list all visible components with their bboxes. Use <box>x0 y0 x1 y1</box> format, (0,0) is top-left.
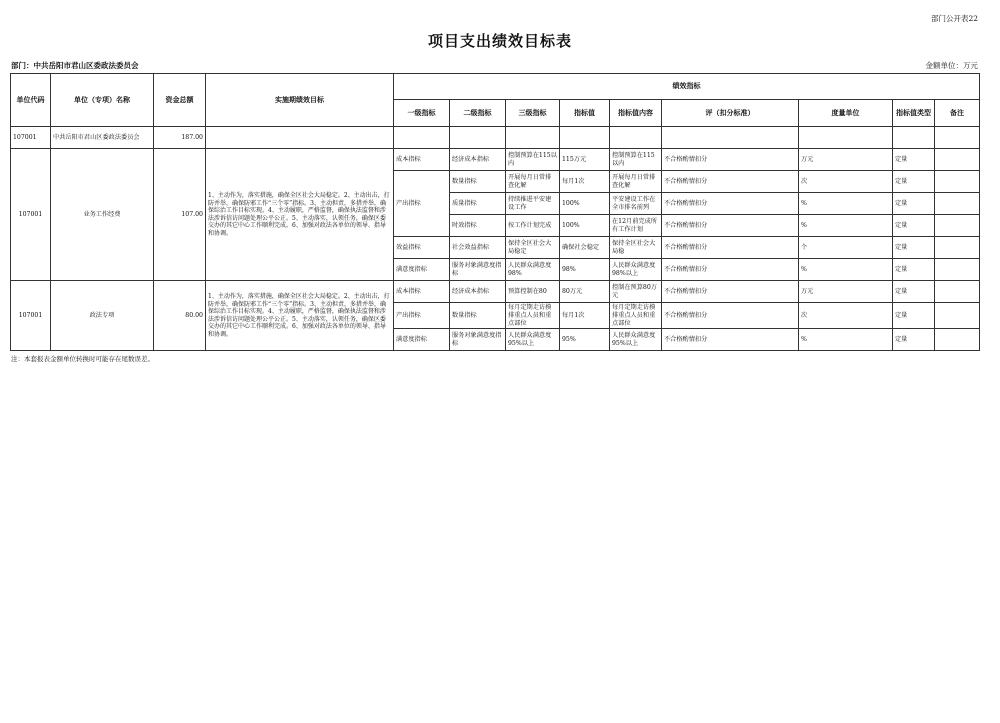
level1-cell: 成本指标 <box>394 281 450 303</box>
level3-cell: 开展每月日常排查化解 <box>506 171 560 193</box>
level2-cell: 质量指标 <box>450 193 506 215</box>
content-cell: 控制预算在115以内 <box>610 149 662 171</box>
level3-cell: 人民群众满意度95%以上 <box>506 329 560 351</box>
content-cell: 每月定期走访摸排重点人员和重点部位 <box>610 303 662 329</box>
scoring-cell: 不合格酌情扣分 <box>662 281 799 303</box>
measure-cell: % <box>799 193 893 215</box>
footnote: 注：本套报表金额单位转换时可能存在尾数误差。 <box>11 355 154 363</box>
scoring-cell: 不合格酌情扣分 <box>662 215 799 237</box>
project-goal: 1、主动作为，落实措施，确保全区社会大局稳定。2、主动出击，打防并举，确保防邪工作“三个零”指标。3、主动担责，多措并举，确保综治工作目标实现。4、主动履职，严格监督，确保执法监督和涉法涉诉信访问题处理公平公正。5、主动落实，认领任务，确保区委交办的其它中心工作顺利完成。6、加强对政法各单位的领导、指导和协调。 <box>206 281 394 351</box>
header-level1: 一级指标 <box>394 100 450 127</box>
content-cell: 保持全区社会大局稳 <box>610 237 662 259</box>
value-type-cell: 定量 <box>893 149 935 171</box>
scoring-cell: 不合格酌情扣分 <box>662 259 799 281</box>
scoring-cell: 不合格酌情扣分 <box>662 329 799 351</box>
project-code: 107001 <box>11 281 51 351</box>
value-type-cell: 定量 <box>893 303 935 329</box>
remark-cell <box>935 281 980 303</box>
content-cell: 人民群众满意度98%以上 <box>610 259 662 281</box>
project-amount: 107.00 <box>154 149 206 281</box>
level1-cell: 满意度指标 <box>394 259 450 281</box>
level2-cell: 经济成本指标 <box>450 149 506 171</box>
table-row <box>11 149 980 171</box>
content-cell: 开展每月日常排查化解 <box>610 171 662 193</box>
scoring-cell: 不合格酌情扣分 <box>662 237 799 259</box>
project-code: 107001 <box>11 149 51 281</box>
level1-cell: 产出指标 <box>394 303 450 329</box>
level3-cell: 人民群众满意度98% <box>506 259 560 281</box>
remark-cell <box>935 237 980 259</box>
measure-cell: 万元 <box>799 281 893 303</box>
level3-cell: 保持全区社会大局稳定 <box>506 237 560 259</box>
project-name: 业务工作经费 <box>51 149 154 281</box>
level2-cell: 经济成本指标 <box>450 281 506 303</box>
measure-cell: % <box>799 215 893 237</box>
header-value: 指标值 <box>560 100 610 127</box>
remark-cell <box>935 259 980 281</box>
value-cell: 确保社会稳定 <box>560 237 610 259</box>
project-name: 政法专项 <box>51 281 154 351</box>
measure-cell: 次 <box>799 171 893 193</box>
level3-cell: 按工作计划完成 <box>506 215 560 237</box>
header-measure: 度量单位 <box>799 100 893 127</box>
amount-unit-label: 金额单位：万元 <box>925 61 978 70</box>
value-cell: 100% <box>560 193 610 215</box>
remark-cell <box>935 303 980 329</box>
summary-name: 中共岳阳市君山区委政法委员会 <box>51 127 154 149</box>
header-remark: 备注 <box>935 100 980 127</box>
header-value-type: 指标值类型 <box>893 100 935 127</box>
measure-cell: 次 <box>799 303 893 329</box>
header-unit-code: 单位代码 <box>11 74 51 127</box>
project-goal: 1、主动作为，落实措施，确保全区社会大局稳定。2、主动出击，打防并举，确保防邪工作“三个零”指标。3、主动担责，多措并举，确保综治工作目标实现。4、主动履职，严格监督，确保执法监督和涉法涉诉信访问题处理公平公正。5、主动落实，认领任务，确保区委交办的其它中心工作顺利完成。6、加强对政法各单位的领导、指导和协调。 <box>206 149 394 281</box>
level2-cell: 数量指标 <box>450 171 506 193</box>
header-level3: 三级指标 <box>506 100 560 127</box>
content-cell: 平安建设工作在全市排名前列 <box>610 193 662 215</box>
level3-cell: 控制预算在115以内 <box>506 149 560 171</box>
level2-cell: 数量指标 <box>450 303 506 329</box>
table-row <box>11 281 980 303</box>
header-unit-name: 单位（专项）名称 <box>51 74 154 127</box>
level1-cell: 成本指标 <box>394 149 450 171</box>
header-level2: 二级指标 <box>450 100 506 127</box>
level2-cell: 时效指标 <box>450 215 506 237</box>
remark-cell <box>935 215 980 237</box>
header-total-funds: 资金总额 <box>154 74 206 127</box>
value-type-cell: 定量 <box>893 171 935 193</box>
level3-cell: 持续推进平安建设工作 <box>506 193 560 215</box>
page-title: 项目支出绩效目标表 <box>427 32 572 50</box>
remark-cell <box>935 193 980 215</box>
scoring-cell: 不合格酌情扣分 <box>662 303 799 329</box>
value-type-cell: 定量 <box>893 237 935 259</box>
scoring-cell: 不合格酌情扣分 <box>662 193 799 215</box>
value-type-cell: 定量 <box>893 281 935 303</box>
content-cell: 在12月前完成所有工作计划 <box>610 215 662 237</box>
header-perf-indicators: 绩效指标 <box>394 74 980 100</box>
header-goal: 实施期绩效目标 <box>206 74 394 127</box>
value-cell: 100% <box>560 215 610 237</box>
value-cell: 98% <box>560 259 610 281</box>
content-cell: 人民群众满意度95%以上 <box>610 329 662 351</box>
value-cell: 每月1次 <box>560 303 610 329</box>
scoring-cell: 不合格酌情扣分 <box>662 171 799 193</box>
level1-cell: 产出指标 <box>394 171 450 237</box>
summary-code: 107001 <box>11 127 51 149</box>
value-type-cell: 定量 <box>893 259 935 281</box>
header-scoring: 评（扣分标准） <box>662 100 799 127</box>
value-cell: 115万元 <box>560 149 610 171</box>
value-type-cell: 定量 <box>893 329 935 351</box>
document-number: 部门公开表22 <box>930 14 978 23</box>
performance-table <box>10 73 980 351</box>
level2-cell: 社会效益指标 <box>450 237 506 259</box>
level2-cell: 服务对象满意度指标 <box>450 259 506 281</box>
project-amount: 80.00 <box>154 281 206 351</box>
summary-row <box>11 127 980 149</box>
department-label: 部门：中共岳阳市君山区委政法委员会 <box>11 61 139 70</box>
value-cell: 每月1次 <box>560 171 610 193</box>
remark-cell <box>935 149 980 171</box>
remark-cell <box>935 171 980 193</box>
level1-cell: 满意度指标 <box>394 329 450 351</box>
measure-cell: 万元 <box>799 149 893 171</box>
level3-cell: 预算控制在80 <box>506 281 560 303</box>
level2-cell: 服务对象满意度指标 <box>450 329 506 351</box>
measure-cell: % <box>799 259 893 281</box>
summary-amount: 187.00 <box>154 127 206 149</box>
value-cell: 95% <box>560 329 610 351</box>
measure-cell: % <box>799 329 893 351</box>
level3-cell: 每月定期走访摸排重点人员和重点部位 <box>506 303 560 329</box>
value-type-cell: 定量 <box>893 193 935 215</box>
remark-cell <box>935 329 980 351</box>
scoring-cell: 不合格酌情扣分 <box>662 149 799 171</box>
header-content: 指标值内容 <box>610 100 662 127</box>
measure-cell: 个 <box>799 237 893 259</box>
value-cell: 80万元 <box>560 281 610 303</box>
content-cell: 控制在预算80万元 <box>610 281 662 303</box>
level1-cell: 效益指标 <box>394 237 450 259</box>
value-type-cell: 定量 <box>893 215 935 237</box>
